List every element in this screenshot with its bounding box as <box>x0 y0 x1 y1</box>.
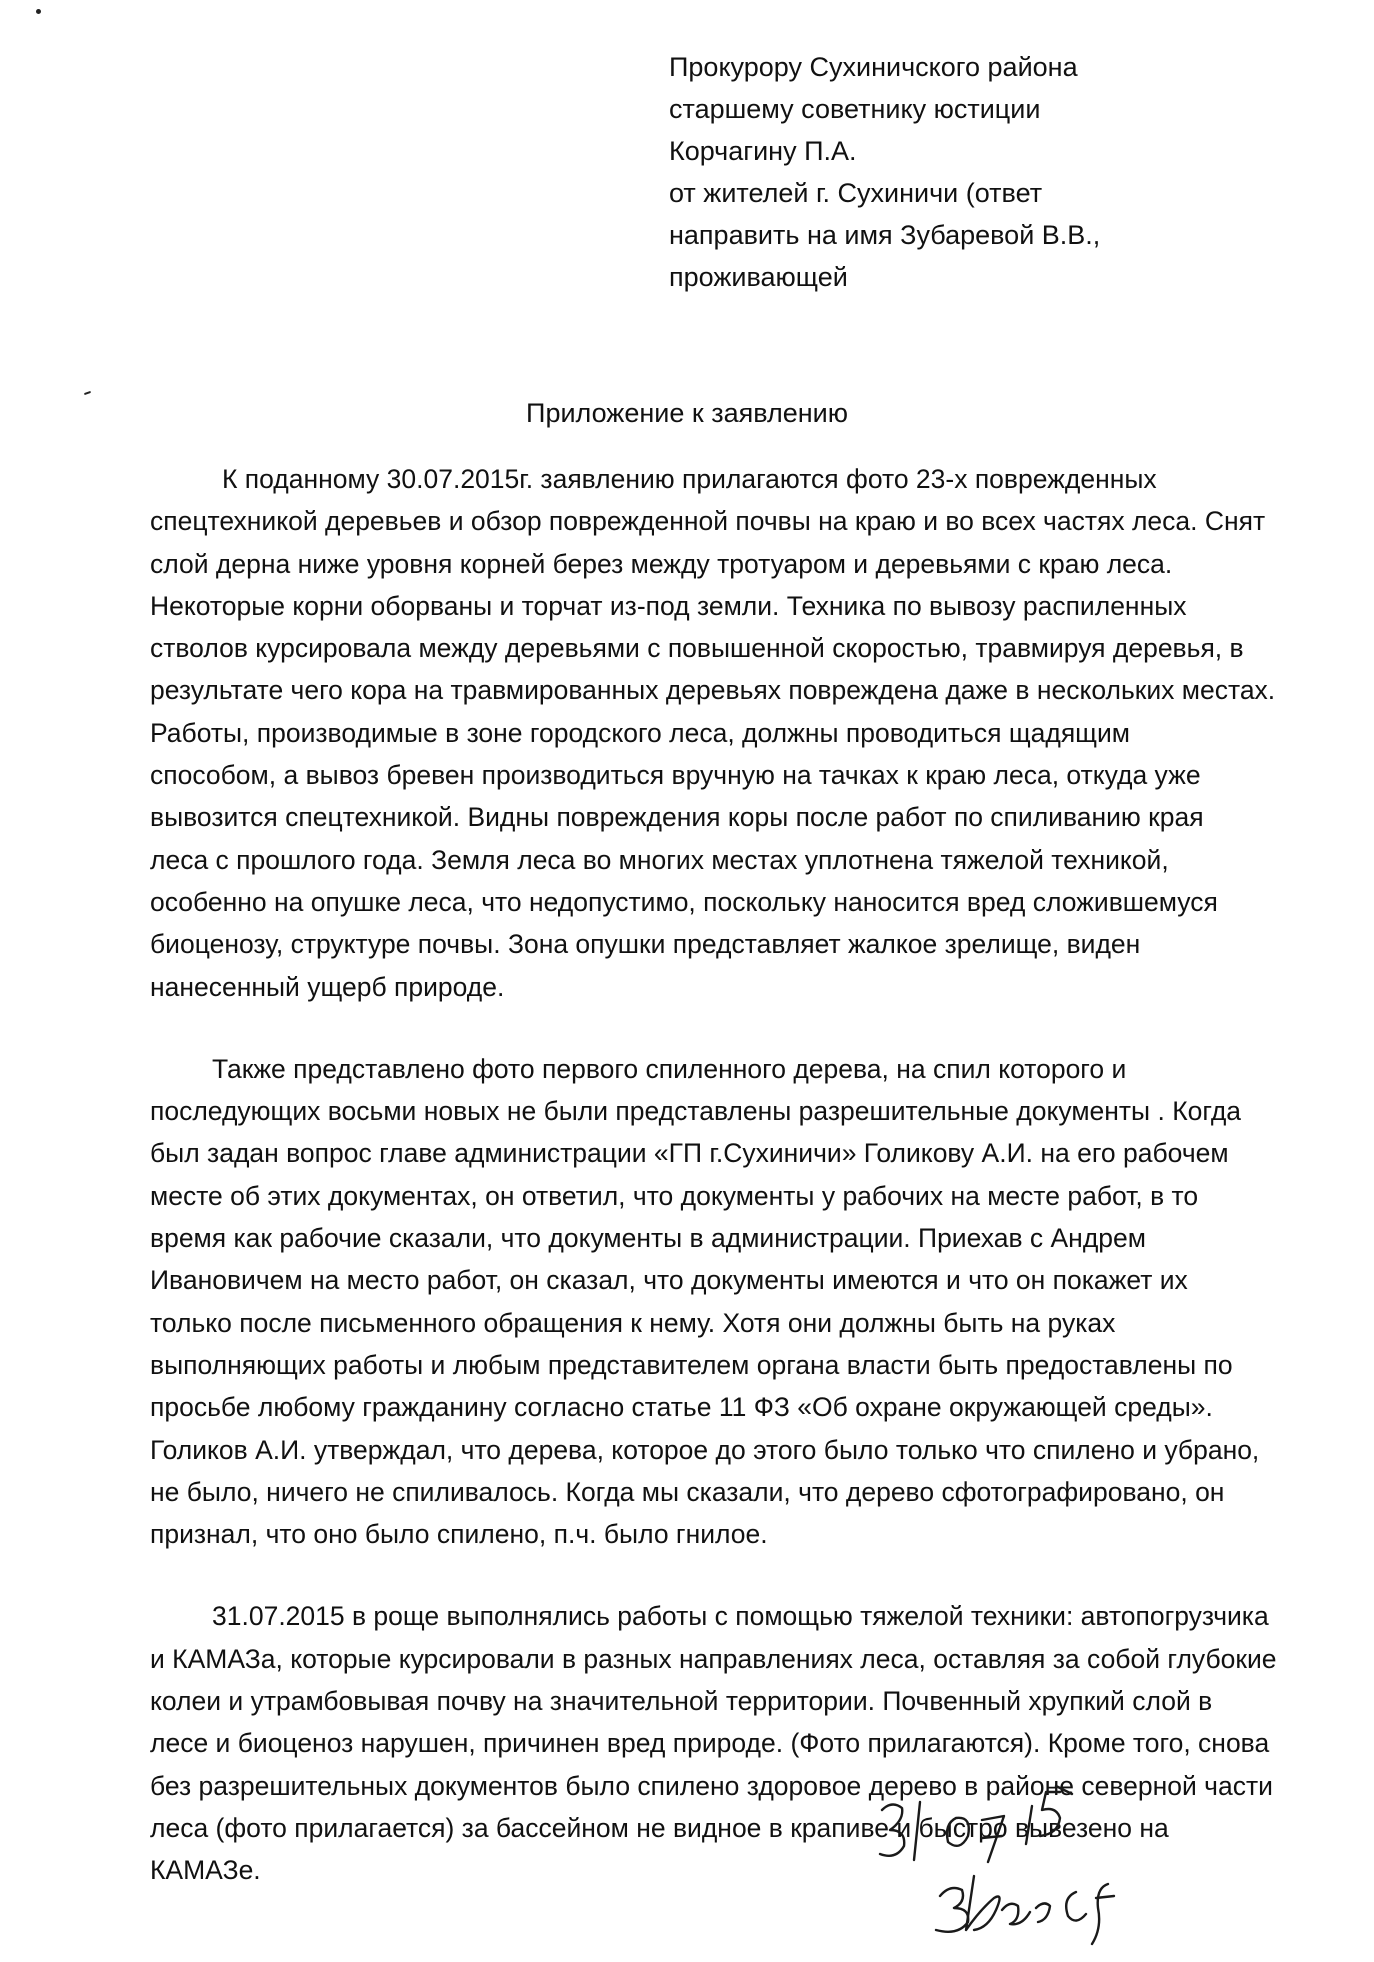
text-line: признал, что оно было спилено, п.ч. было гнилое. <box>150 1519 768 1550</box>
text-line: месте об этих документах, он ответил, что документы у рабочих на месте работ, в то <box>150 1180 1199 1211</box>
text-line: стволов курсировала между деревьями с повышенной скоростью, травмируя деревья, в <box>150 633 1244 664</box>
handwritten-date-digit <box>1026 1806 1032 1844</box>
paragraph-1 <box>150 458 1340 1008</box>
text-line: 31.07.2015 в роще выполнялись работы с помощью тяжелой техники: автопогрузчика <box>212 1601 1269 1632</box>
text-line: Голиков А.И. утверждал, что дерева, которое до этого было только что спилено и убрано, <box>150 1434 1260 1465</box>
addressee-line: старшему советнику юстиции <box>669 94 1041 124</box>
text-line: без разрешительных документов было спилено здоровое дерево в районе северной части <box>150 1770 1273 1801</box>
text-line: КАМАЗе. <box>150 1855 261 1886</box>
text-line: нанесенный ущерб природе. <box>150 971 505 1002</box>
text-line: лесе и биоценоз нарушен, причинен вред природе. (Фото прилагаются). Кроме того, снова <box>150 1728 1270 1759</box>
text-line: слой дерна ниже уровня корней берез между тротуаром и деревьями с краю леса. <box>150 548 1173 579</box>
signature-stroke <box>936 1888 968 1932</box>
text-line: способом, а вывоз бревен производиться вручную на тачках к краю леса, откуда уже <box>150 760 1201 791</box>
text-line: не было, ничего не спиливалось. Когда мы сказали, что дерево сфотографировано, он <box>150 1476 1225 1507</box>
text-line: только после письменного обращения к нему. Хотя они должны быть на руках <box>150 1307 1116 1338</box>
addressee-line: от жителей г. Сухиничи (ответ <box>669 178 1043 208</box>
signature-stroke <box>1036 1903 1050 1922</box>
text-line: Ивановичем на место работ, он сказал, что документы имеются и что он покажет их <box>150 1265 1188 1296</box>
addressee-line: проживающей <box>669 262 848 292</box>
handwritten-date-digit <box>947 1818 969 1846</box>
document-title: Приложение к заявлению <box>526 398 848 428</box>
text-line: выполняющих работы и любым представителем органа власти быть предоставлены по <box>150 1349 1233 1380</box>
handwritten-date-digit <box>914 1802 920 1860</box>
text-line: и КАМАЗа, которые курсировали в разных направлениях леса, оставляя за собой глубокие <box>150 1643 1277 1674</box>
text-line: просьбе любому гражданину согласно статье 11 ФЗ «Об охране окружающей среды». <box>150 1392 1213 1423</box>
text-line: спецтехникой деревьев и обзор поврежденной почвы на краю и во всех частях леса. Снят <box>150 506 1266 537</box>
signature-stroke <box>1002 1904 1030 1925</box>
text-line: леса (фото прилагается) за бассейном не видное в крапиве и быстро вывезено на <box>150 1812 1169 1843</box>
addressee-line: направить на имя Зубаревой В.В., <box>669 220 1101 250</box>
signature-stroke <box>1092 1884 1108 1944</box>
text-line: Некоторые корни оборваны и торчат из-под земли. Техника по вывозу распиленных <box>150 590 1187 621</box>
handwritten-date-digit <box>982 1836 1002 1838</box>
text-line: леса с прошлого года. Земля леса во многих местах уплотнена тяжелой техникой, <box>150 844 1169 875</box>
text-line: последующих восьми новых не были представлены разрешительные документы . Когда <box>150 1096 1242 1127</box>
text-line: К поданному 30.07.2015г. заявлению прилагаются фото 23-х поврежденных <box>222 464 1157 494</box>
addressee-line: Корчагину П.А. <box>669 136 857 166</box>
addressee-block <box>669 46 1319 298</box>
text-line: результате чего кора на травмированных деревьях повреждена даже в нескольких местах. <box>150 675 1276 706</box>
text-line: особенно на опушке леса, что недопустимо, поскольку наносится вред сложившемуся <box>150 886 1218 917</box>
paragraph-3 <box>150 1595 1340 1891</box>
handwritten-signature <box>870 1780 1150 1950</box>
text-line: время как рабочие сказали, что документы в администрации. Приехав с Андрем <box>150 1223 1146 1254</box>
handwritten-date-digit <box>982 1816 1004 1862</box>
handwritten-date-digit <box>880 1804 904 1855</box>
document-body <box>150 458 1340 1892</box>
text-line: был задан вопрос главе администрации «ГП г.Сухиничи» Голикову А.И. на его рабочем <box>150 1138 1229 1169</box>
text-line: Работы, производимые в зоне городского леса, должны проводиться щадящим <box>150 717 1131 748</box>
signature-stroke <box>1066 1892 1086 1921</box>
handwritten-date-digit <box>1040 1792 1060 1836</box>
paragraph-2 <box>150 1048 1340 1556</box>
scan-speck <box>36 9 41 14</box>
text-line: вывозится спецтехникой. Видны повреждения коры после работ по спиливанию края <box>150 802 1204 833</box>
signature-stroke <box>966 1876 1000 1930</box>
text-line: биоценозу, структуре почвы. Зона опушки представляет жалкое зрелище, виден <box>150 929 1141 960</box>
text-line: колеи и утрамбовывая почву на значительной территории. Почвенный хрупкий слой в <box>150 1686 1213 1717</box>
addressee-line: Прокурору Сухиничского района <box>669 52 1078 82</box>
text-line: Также представлено фото первого спиленного дерева, на спил которого и <box>212 1053 1127 1084</box>
